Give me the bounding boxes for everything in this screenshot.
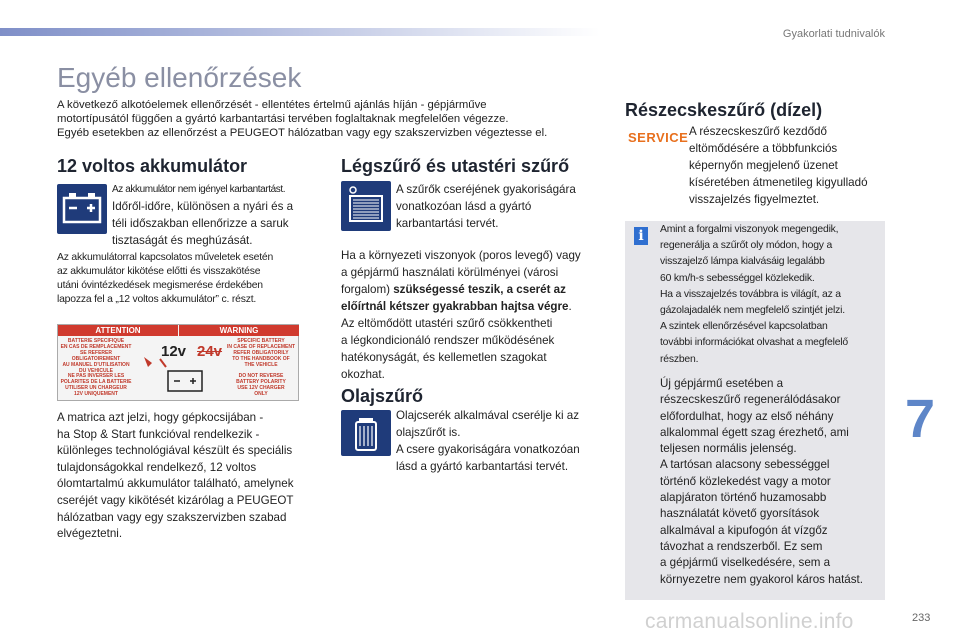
text-line: ha Stop & Start funkcióval rendelkezik -	[57, 427, 260, 441]
label-line: IN CASE OF REPLACEMENT	[226, 344, 296, 350]
text-line: a gépjármű viselkedésére, sem a	[660, 556, 831, 570]
text-line: hálózatban vagy egy szakszervizben szabad	[57, 510, 287, 524]
air-filter-text	[396, 181, 576, 232]
text-line: A matrica azt jelzi, hogy gépkocsijában -	[57, 411, 264, 424]
text-line: Az akkumulátorral kapcsolatos műveletek esetén	[57, 252, 274, 263]
text-line: visszajelző lámpa kialvásáig legalább	[660, 256, 825, 268]
text-line: elvégeztetni.	[57, 527, 123, 541]
text-line: tisztaságát és meghúzását.	[112, 234, 253, 247]
new-vehicle-text	[660, 376, 863, 588]
intro-line: Egyéb esetekben az ellenőrzést a PEUGEOT hálózatban vagy egy szakszervizben végeztesse el.	[57, 127, 548, 139]
text-span: .	[568, 300, 572, 313]
text-line: A tartósan alacsony sebességgel	[660, 458, 830, 472]
label-line: UTILISER UN CHARGEUR	[65, 385, 127, 391]
text-line: a gépjármű használati körülményei (városi	[341, 266, 559, 279]
text-line: részben.	[660, 353, 699, 365]
text-line	[341, 281, 581, 298]
text-line: cseréjét vagy kikötését kizárólag a PEUGEOT	[57, 493, 294, 507]
particle-filter-heading: Részecskeszűrő (dízel)	[625, 100, 823, 120]
label-text-right-bottom	[224, 373, 298, 397]
oil-filter-icon	[341, 410, 391, 456]
text-line: visszajelzés figyelmeztet.	[689, 193, 820, 206]
text-line: különleges technológiával készült és speciális	[57, 444, 293, 458]
text-line: 60 km/h-s sebességgel közlekedik.	[660, 272, 815, 284]
warning-header: WARNING	[179, 325, 299, 336]
label-line: NE PAS INVERSER LES	[67, 373, 125, 379]
label-line: EN CAS DE REMPLACEMENT	[60, 344, 132, 350]
text-line: regenerálja a szűrőt oly módon, hogy a	[660, 240, 833, 252]
text-line: az akkumulátor kikötése előtti és visszakötése	[57, 266, 261, 277]
label-line: TO THE HANDBOOK OF	[232, 356, 290, 362]
text-line: alkalmával a kipufogón át vízgőz	[660, 523, 828, 537]
intro-paragraph	[57, 98, 617, 140]
label-line: ONLY	[254, 391, 268, 397]
info-box-text	[660, 222, 848, 368]
text-line: környezetre nem gyakorol káros hatást.	[660, 572, 863, 586]
text-line: előfordulhat, hogy az első néhány	[660, 409, 834, 423]
text-line: részecskeszűrő regenerálódásakor	[660, 393, 841, 407]
text-line: kíséretében átmenetileg kigyulladó	[689, 176, 868, 189]
label-line: POLARITES DE LA BATTERIE	[60, 379, 132, 385]
label-24v: 24v	[197, 343, 223, 360]
text-line: használatát követő gyorsítások	[660, 507, 820, 521]
text-line: további információkat olvashat a megfelelő	[660, 337, 848, 349]
label-line: 12V UNIQUEMENT	[74, 391, 118, 397]
text-line: hatékonyságát, és kellemetlen szagokat	[341, 351, 547, 364]
label-line: BATTERY POLARITY	[236, 379, 286, 385]
battery-text	[112, 198, 293, 249]
label-line: THE VEHICLE	[244, 362, 278, 368]
text-line: Új gépjármű esetében a	[660, 377, 784, 390]
page-number: 233	[912, 612, 931, 624]
text-line	[341, 298, 581, 315]
text-line: Ha a környezeti viszonyok (poros levegő) vagy	[341, 249, 581, 262]
page-title: Egyéb ellenőrzések	[57, 62, 302, 93]
text-line: utáni óvintézkedések megismerése érdekében	[57, 280, 263, 291]
text-line: lapozza fel a „12 voltos akkumulátor” c. részt.	[57, 294, 257, 305]
text-line: téli időszakban ellenőrizze a saruk	[112, 217, 289, 230]
text-line: a légkondicionáló rendszer működésének	[341, 334, 555, 347]
text-line: ólomtartalmú akkumulátor található, amelynek	[57, 477, 294, 491]
text-line: eltömődésére a többfunkciós	[689, 142, 838, 155]
text-line: alkalommal égett szag érezhető, ami	[660, 425, 849, 439]
text-line: történő közlekedést vagy a motor	[660, 474, 831, 488]
text-line: távozhat a rendszerből. Ez sem	[660, 539, 823, 553]
air-filter-icon	[341, 181, 391, 231]
battery-icon	[57, 184, 107, 234]
header-gradient-bar	[0, 28, 600, 36]
section-header: Gyakorlati tudnivalók	[782, 28, 885, 40]
air-filter-heading: Légszűrő és utastéri szűrő	[341, 156, 570, 176]
text-line: lásd a gyártó karbantartási tervét.	[396, 460, 569, 473]
info-icon: i	[634, 227, 648, 245]
label-text-left-bottom	[60, 373, 132, 397]
text-line: karbantartási tervét.	[396, 217, 499, 230]
label-line: DO NOT REVERSE	[238, 373, 284, 379]
battery-heading: 12 voltos akkumulátor	[57, 156, 248, 176]
label-text-left-top	[60, 338, 132, 374]
text-line: Olajcserék alkalmával cserélje ki az	[396, 409, 579, 422]
text-line: Időről-időre, különösen a nyári és a	[112, 200, 294, 213]
text-line: teljesen normális jelenség.	[660, 442, 797, 456]
text-line: vonatkozóan lásd a gyártó	[396, 200, 532, 213]
label-line: USE 12V CHARGER	[237, 385, 285, 391]
battery-sticker-explanation	[57, 410, 294, 543]
text-line: A szintek ellenőrzésével kapcsolatban	[660, 321, 828, 333]
text-line: képernyőn megjelenő üzenet	[689, 159, 838, 172]
text-line: okozhat.	[341, 368, 385, 381]
battery-warning-label	[57, 324, 299, 401]
label-line: BATTERIE SPECIFIQUE	[67, 338, 125, 344]
bold-text: előírtnál kétszer gyakrabban hajtsa végre	[341, 300, 569, 313]
intro-line: motortípusától függően a gyártó karbantartási tervében foglaltaknak megfelelően végezze.	[57, 113, 509, 125]
label-text-right-top	[224, 338, 298, 368]
particle-filter-text	[689, 123, 868, 208]
service-warning-icon: SERVICE	[628, 130, 676, 148]
battery-precautions	[57, 251, 273, 307]
chapter-number: 7	[905, 389, 936, 449]
text-line: A részecskeszűrő kezdődő	[689, 125, 827, 138]
label-line: REFER OBLIGATORILY	[233, 350, 289, 356]
text-line: tulajdonságokkal rendelkező, 12 voltos	[57, 460, 257, 474]
text-line: alapjáraton történő huzamosabb	[660, 491, 827, 505]
battery-diagram-icon	[138, 337, 223, 399]
label-12v: 12v	[161, 343, 187, 360]
text-line: gázolajadalék nem megfelelő szintjét jelzi.	[660, 305, 845, 317]
oil-filter-heading: Olajszűrő	[341, 386, 424, 406]
watermark: carmanualsonline.info	[645, 610, 854, 633]
label-line: DU VEHICULE	[79, 368, 113, 374]
text-line: olajszűrőt is.	[396, 426, 461, 439]
intro-line: A következő alkotóelemek ellenőrzését - ellentétes értelmű ajánlás híján - gépjárműve	[57, 99, 487, 111]
text-line: A csere gyakoriságára vonatkozóan	[396, 443, 580, 456]
label-line: SPECIFIC BATTERY	[237, 338, 285, 344]
battery-note: Az akkumulátor nem igényel karbantartást.	[112, 184, 286, 195]
oil-filter-text	[396, 407, 580, 475]
text-line: Az eltömődött utastéri szűrő csökkentheti	[341, 317, 553, 330]
text-line: A szűrők cseréjének gyakoriságára	[396, 183, 576, 196]
attention-header: ATTENTION	[58, 325, 178, 336]
label-line: AU MANUEL D'UTILISATION	[62, 362, 130, 368]
bold-text: szükségessé teszik, a cserét az	[393, 283, 566, 296]
label-line: SE REFERER OBLIGATOIREMENT	[71, 350, 121, 362]
text-line: Ha a visszajelzés továbbra is világít, az a	[660, 288, 841, 300]
air-filter-conditions	[341, 247, 581, 383]
text-line: Amint a forgalmi viszonyok megengedik,	[660, 224, 839, 235]
text-span: forgalom)	[341, 283, 394, 296]
